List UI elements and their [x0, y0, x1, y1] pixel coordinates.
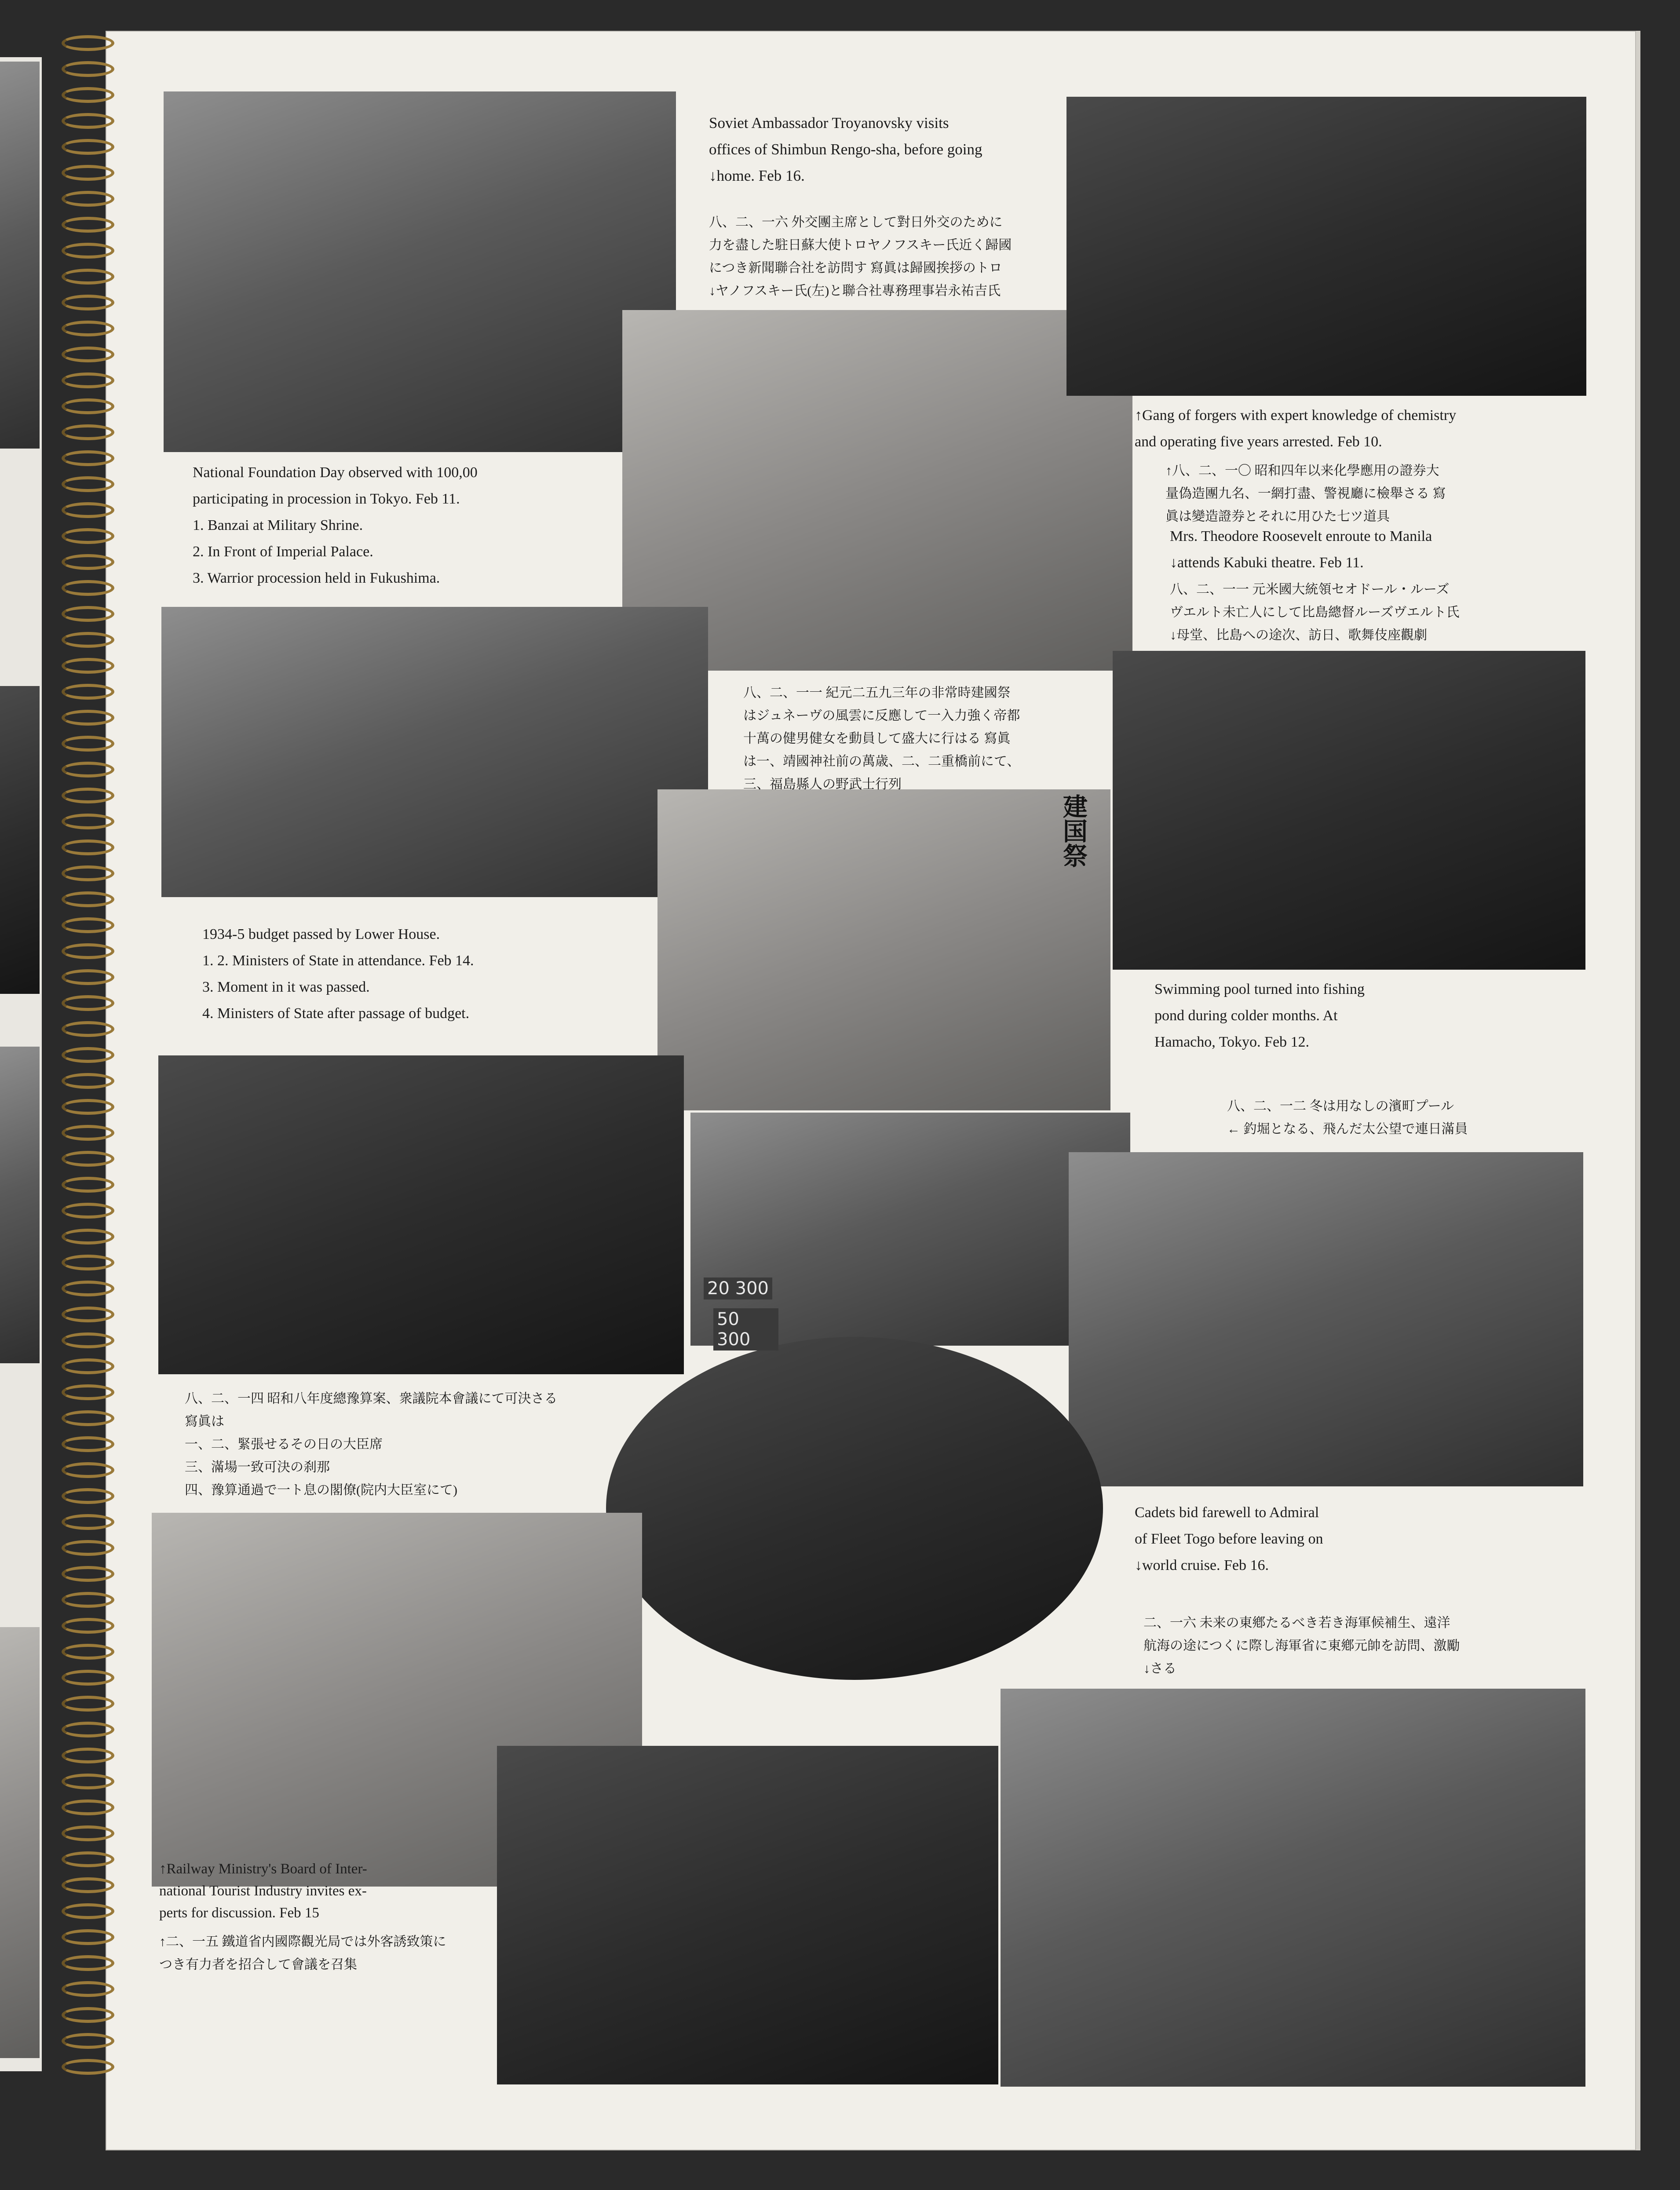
caption-line: ↓home. Feb 16.	[709, 167, 805, 184]
caption-line: 三、滿場一致可決の刹那	[185, 1460, 330, 1475]
spiral-ring	[62, 632, 114, 648]
caption-line: ← 釣堀となる、飛んだ太公望で連日滿員	[1227, 1122, 1468, 1136]
caption-line: 寫眞は	[185, 1414, 224, 1429]
caption-budget-jp	[185, 1387, 558, 1502]
spiral-ring	[62, 891, 114, 907]
spiral-ring	[62, 528, 114, 544]
caption-line: ↓さる	[1143, 1661, 1176, 1676]
spiral-ring	[62, 139, 114, 155]
spiral-ring	[62, 424, 114, 440]
caption-line: Cadets bid farewell to Admiral	[1135, 1504, 1319, 1521]
spiral-ring	[62, 1981, 114, 1997]
caption-line: Mrs. Theodore Roosevelt enroute to Manila	[1170, 528, 1432, 544]
spiral-ring	[62, 995, 114, 1011]
caption-line: 八、二、一一 元米國大統領セオドール・ルーズ	[1170, 582, 1450, 597]
caption-line: ヴエルト未亡人にして比島總督ルーズヴエルト氏	[1170, 605, 1460, 620]
spiral-ring	[62, 606, 114, 622]
caption-line: offices of Shimbun Rengo-sha, before going	[709, 141, 982, 158]
spiral-ring	[62, 1255, 114, 1270]
previous-page-photo-3	[0, 1047, 40, 1363]
previous-page-photo-4	[0, 1627, 40, 2058]
caption-line: Hamacho, Tokyo. Feb 12.	[1154, 1034, 1310, 1050]
caption-line: 三、福島縣人の野武士行列	[743, 777, 902, 792]
photo-diet-chamber	[1069, 1152, 1583, 1486]
previous-page-photo-2	[0, 686, 40, 994]
caption-line: 八、二、一二 冬は用なしの濱町プール	[1227, 1099, 1454, 1113]
spiral-ring	[62, 243, 114, 259]
caption-foundation-day-jp	[743, 682, 1020, 796]
caption-line: 1. 2. Ministers of State in attendance. Feb 14.	[202, 953, 474, 969]
caption-line: of Fleet Togo before leaving on	[1135, 1531, 1323, 1547]
spiral-ring	[62, 1436, 114, 1452]
spiral-ring	[62, 35, 114, 51]
spiral-ring	[62, 502, 114, 518]
spiral-ring	[62, 1229, 114, 1245]
photo-ministers-after-budget	[497, 1746, 998, 2084]
caption-line: pond during colder months. At	[1154, 1007, 1338, 1024]
spiral-ring	[62, 2059, 114, 2075]
spiral-ring	[62, 1903, 114, 1919]
caption-line: ↓母堂、比島への途次、訪日、歌舞伎座觀劇	[1170, 628, 1427, 642]
caption-line: Swimming pool turned into fishing	[1154, 981, 1365, 997]
caption-soviet-ambassador-jp	[709, 211, 1012, 303]
caption-line: 十萬の健男健女を動員して盛大に行はる 寫眞	[743, 731, 1011, 746]
caption-roosevelt	[1170, 523, 1432, 576]
spiral-ring	[62, 917, 114, 933]
spiral-ring	[62, 1462, 114, 1478]
caption-line: ↑八、二、一〇 昭和四年以来化學應用の證券大	[1165, 464, 1439, 478]
caption-line: national Tourist Industry invites ex-	[159, 1883, 367, 1899]
caption-line: 八、二、一一 紀元二五九三年の非常時建國祭	[743, 686, 1011, 700]
caption-line: 4. Ministers of State after passage of budget.	[202, 1005, 470, 1022]
caption-line: 八、二、一六 外交團主席として對日外交のために	[709, 215, 1003, 230]
caption-railway-board	[159, 1858, 367, 1924]
spiral-ring	[62, 347, 114, 362]
caption-line: 八、二、一四 昭和八年度總豫算案、衆議院本會議にて可決さる	[185, 1391, 558, 1406]
photo-ministers-attendance	[158, 1055, 684, 1374]
caption-line: つき有力者を招合して會議を召集	[159, 1957, 357, 1972]
caption-railway-board-jp	[159, 1931, 446, 1976]
spiral-ring	[62, 1307, 114, 1322]
spiral-ring	[62, 1644, 114, 1660]
spiral-ring	[62, 554, 114, 570]
caption-line: National Foundation Day observed with 100,00	[193, 464, 478, 481]
spiral-ring	[62, 1358, 114, 1374]
spiral-ring	[62, 191, 114, 207]
spiral-ring	[62, 1929, 114, 1945]
spiral-ring	[62, 87, 114, 103]
photo-kabuki-theatre	[1113, 651, 1585, 970]
spiral-ring	[62, 684, 114, 700]
previous-page-photo-1	[0, 62, 40, 449]
spiral-ring	[62, 1073, 114, 1089]
spiral-ring	[62, 1748, 114, 1763]
caption-line: perts for discussion. Feb 15	[159, 1905, 319, 1921]
spiral-ring	[62, 1825, 114, 1841]
caption-line: はジュネーヴの風雲に反應して一入力強く帝都	[743, 708, 1020, 723]
caption-line: ↓world cruise. Feb 16.	[1135, 1557, 1269, 1573]
spiral-ring	[62, 1177, 114, 1193]
spiral-ring	[62, 2007, 114, 2023]
caption-line: 1934-5 budget passed by Lower House.	[202, 926, 440, 942]
caption-line: 四、豫算通過で一ト息の閣僚(院内大臣室にて)	[185, 1483, 457, 1497]
spiral-ring	[62, 762, 114, 777]
spiral-ring	[62, 321, 114, 336]
caption-line: ↓attends Kabuki theatre. Feb 11.	[1170, 555, 1364, 571]
caption-line: 一、二、緊張せるその日の大臣席	[185, 1437, 383, 1452]
photo-forgery-evidence	[1066, 97, 1586, 396]
caption-cadets	[1135, 1500, 1323, 1579]
spiral-ring	[62, 1410, 114, 1426]
spiral-ring	[62, 1877, 114, 1893]
caption-line: 3. Warrior procession held in Fukushima.	[193, 570, 440, 586]
spiral-ring	[62, 1125, 114, 1141]
caption-line: 2. In Front of Imperial Palace.	[193, 544, 373, 560]
caption-line: ↓ヤノフスキー氏(左)と聯合社專務理事岩永祐吉氏	[709, 284, 1001, 298]
spiral-ring	[62, 969, 114, 985]
spiral-ring	[62, 1021, 114, 1037]
spiral-ring	[62, 814, 114, 829]
caption-swimming-pool	[1154, 976, 1365, 1055]
caption-line: につき新聞聯合社を訪問す 寫眞は歸國挨拶のトロ	[709, 261, 1002, 275]
spiral-ring	[62, 1488, 114, 1504]
spiral-ring	[62, 113, 114, 129]
spiral-ring	[62, 1514, 114, 1530]
caption-line: ↑Gang of forgers with expert knowledge of chemistry	[1135, 407, 1457, 423]
caption-swimming-pool-jp	[1227, 1095, 1468, 1141]
spiral-ring	[62, 1384, 114, 1400]
spiral-ring	[62, 788, 114, 803]
spiral-ring	[62, 450, 114, 466]
spiral-ring	[62, 372, 114, 388]
caption-line: participating in procession in Tokyo. Feb 11.	[193, 491, 460, 507]
caption-soviet-ambassador	[709, 110, 982, 189]
spiral-ring	[62, 1047, 114, 1063]
spiral-ring	[62, 1851, 114, 1867]
caption-line: 1. Banzai at Military Shrine.	[193, 517, 363, 533]
spiral-ring	[62, 1151, 114, 1167]
caption-line: Soviet Ambassador Troyanovsky visits	[709, 114, 949, 131]
spiral-ring	[62, 710, 114, 726]
caption-roosevelt-jp	[1170, 578, 1460, 647]
caption-line: は一、靖國神社前の萬歳、二、二重橋前にて、	[743, 754, 1020, 769]
caption-foundation-day	[193, 460, 478, 591]
spiral-ring	[62, 1592, 114, 1608]
spiral-ring	[62, 840, 114, 855]
spiral-ring	[62, 1774, 114, 1789]
spiral-ring	[62, 2033, 114, 2049]
festival-banner-text: 建国祭	[1059, 794, 1087, 868]
spiral-ring	[62, 1332, 114, 1348]
spiral-ring	[62, 1799, 114, 1815]
caption-line: 二、一六 未来の東鄕たるべき若き海軍候補生、遠洋	[1143, 1616, 1450, 1630]
caption-line: 航海の途につくに際し海軍省に東鄕元帥を訪問、激勵	[1143, 1639, 1460, 1653]
spiral-ring	[62, 269, 114, 285]
caption-line: 眞は變造證券とそれに用ひた七ツ道具	[1165, 509, 1390, 524]
photo-warrior-procession	[657, 789, 1110, 1110]
spiral-ring	[62, 865, 114, 881]
spiral-ring	[62, 1670, 114, 1686]
photo-imperial-palace-crowd	[161, 607, 708, 897]
caption-line: ↑二、一五 鐵道省内國際觀光局では外客誘致策に	[159, 1934, 446, 1949]
caption-line: 3. Moment in it was passed.	[202, 979, 370, 995]
caption-forgers-jp	[1165, 460, 1446, 528]
caption-line: 力を盡した駐日蘇大使トロヤノフスキー氏近く歸國	[709, 238, 1012, 252]
spiral-ring	[62, 580, 114, 596]
pool-marker-label: 50 300	[713, 1308, 778, 1350]
caption-budget	[202, 921, 474, 1027]
spiral-ring	[62, 1203, 114, 1219]
spiral-ring	[62, 217, 114, 233]
caption-cadets-jp	[1143, 1612, 1460, 1680]
spiral-ring	[62, 476, 114, 492]
spiral-ring	[62, 658, 114, 674]
spiral-ring	[62, 295, 114, 310]
spiral-ring	[62, 1281, 114, 1296]
spiral-binding	[48, 35, 136, 2146]
spiral-ring	[62, 1955, 114, 1971]
spiral-ring	[62, 1696, 114, 1712]
photo-military-shrine-crowd	[164, 91, 676, 452]
spiral-ring	[62, 398, 114, 414]
spiral-ring	[62, 165, 114, 181]
caption-line: 量偽造團九名、一網打盡、警視廳に檢舉さる 寫	[1165, 486, 1446, 501]
spiral-ring	[62, 1540, 114, 1556]
spiral-ring	[62, 1618, 114, 1634]
spiral-ring	[62, 61, 114, 77]
spiral-ring	[62, 943, 114, 959]
spiral-ring	[62, 1722, 114, 1737]
pool-marker-label: 20 300	[704, 1278, 772, 1299]
photo-cadets-togo	[1001, 1689, 1585, 2087]
spiral-ring	[62, 1566, 114, 1582]
spiral-ring	[62, 736, 114, 752]
caption-line: ↑Railway Ministry's Board of Inter-	[159, 1861, 367, 1877]
photo-budget-passage-oval	[606, 1337, 1103, 1680]
spiral-ring	[62, 1099, 114, 1115]
caption-forgers	[1135, 402, 1456, 455]
caption-line: and operating five years arrested. Feb 10.	[1135, 434, 1382, 450]
pool-marker-group	[704, 1278, 778, 1350]
